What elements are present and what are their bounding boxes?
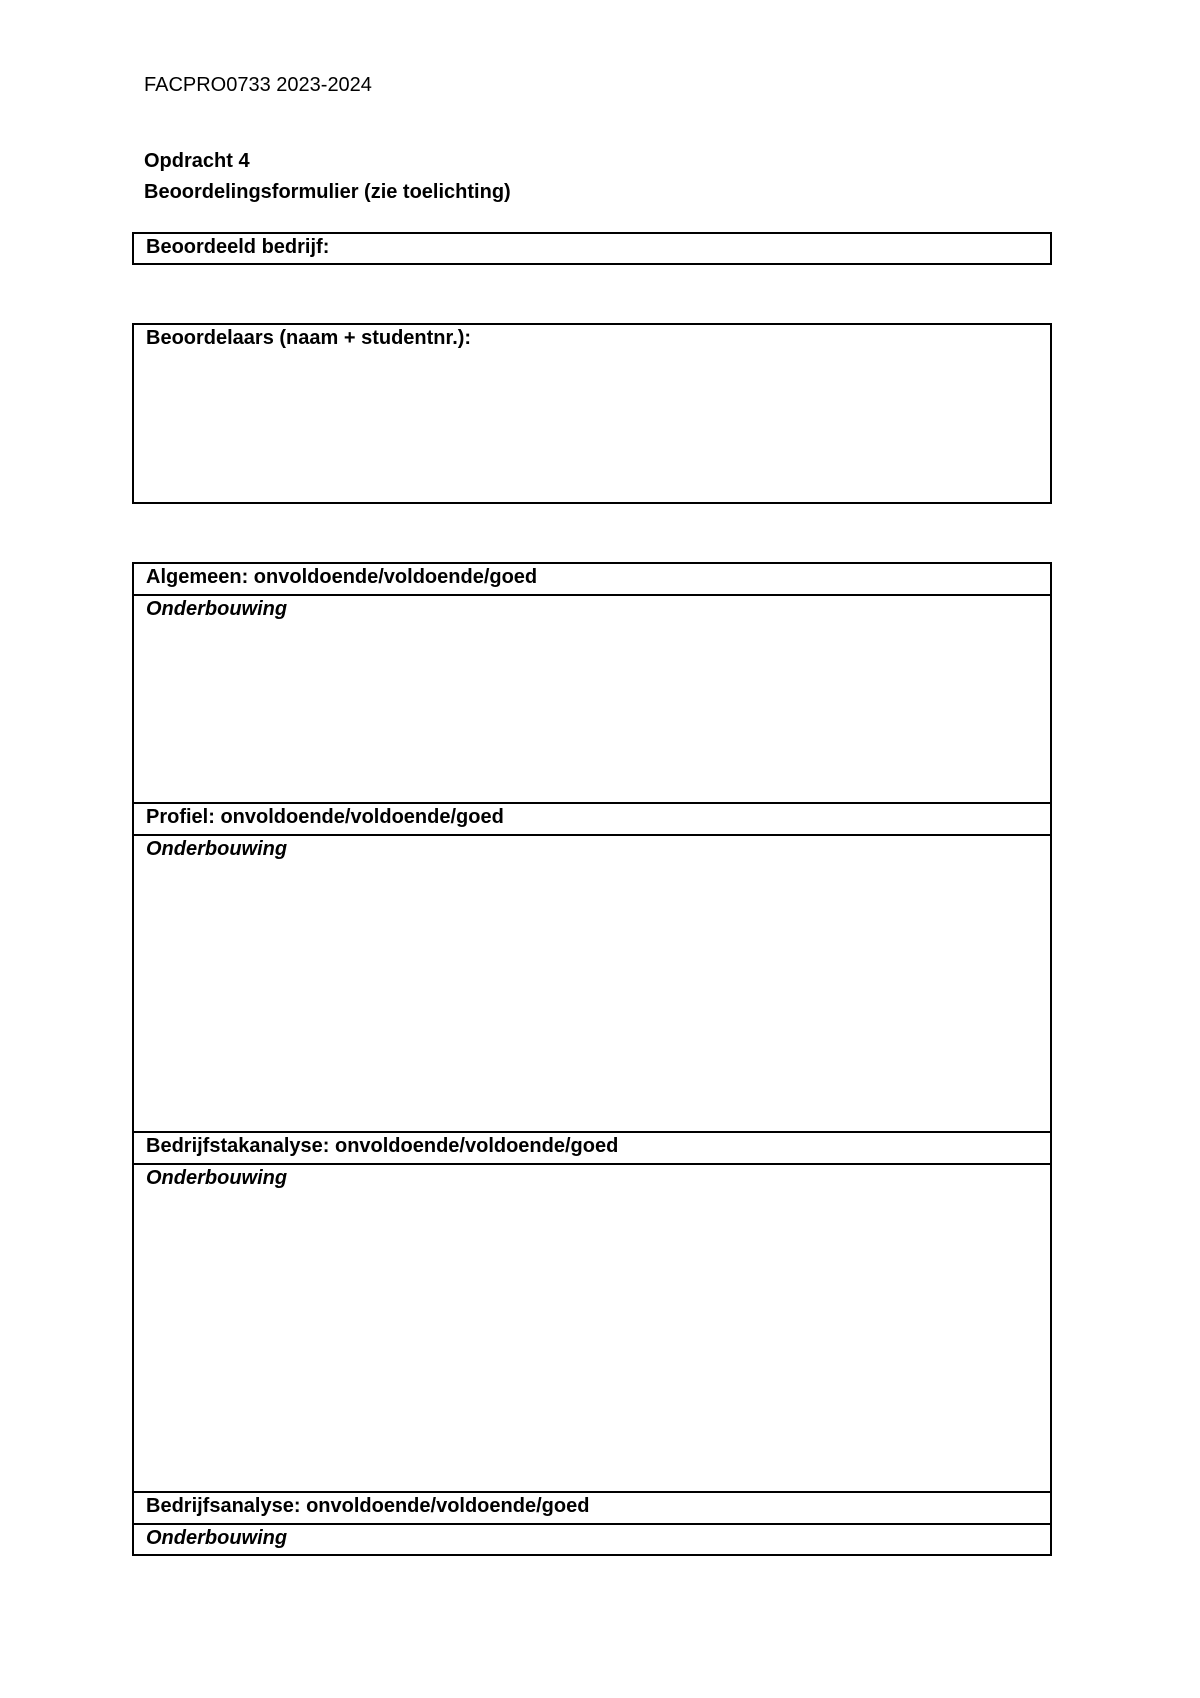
section-heading-label: Algemeen: onvoldoende/voldoende/goed [146, 566, 538, 588]
section-body-label: Onderbouwing [146, 1527, 288, 1549]
section-heading-industry-analysis [134, 1133, 1050, 1165]
section-body-label: Onderbouwing [146, 598, 288, 620]
section-body-label: Onderbouwing [146, 1167, 288, 1189]
section-body-general[interactable] [134, 596, 1050, 804]
section-body-industry-analysis[interactable] [134, 1165, 1050, 1493]
section-heading-label: Bedrijfsanalyse: onvoldoende/voldoende/goed [146, 1495, 590, 1517]
assessment-table [132, 562, 1052, 1556]
section-body-company-analysis[interactable] [134, 1525, 1050, 1556]
assessors-label: Beoordelaars (naam + studentnr.): [146, 327, 472, 349]
page-title [144, 146, 511, 208]
section-body-label: Onderbouwing [146, 838, 288, 860]
section-heading-profile [134, 804, 1050, 836]
section-heading-company-analysis [134, 1493, 1050, 1525]
section-heading-label: Bedrijfstakanalyse: onvoldoende/voldoende/goed [146, 1135, 619, 1157]
section-body-profile[interactable] [134, 836, 1050, 1133]
form-title: Beoordelingsformulier (zie toelichting) [144, 181, 511, 203]
section-heading-general [134, 564, 1050, 596]
company-label: Beoordeeld bedrijf: [146, 236, 330, 258]
company-field[interactable] [132, 232, 1052, 265]
course-code: FACPRO0733 2023-2024 [144, 74, 372, 96]
assignment-title: Opdracht 4 [144, 150, 250, 172]
section-heading-label: Profiel: onvoldoende/voldoende/goed [146, 806, 504, 828]
assessors-field[interactable] [132, 323, 1052, 504]
